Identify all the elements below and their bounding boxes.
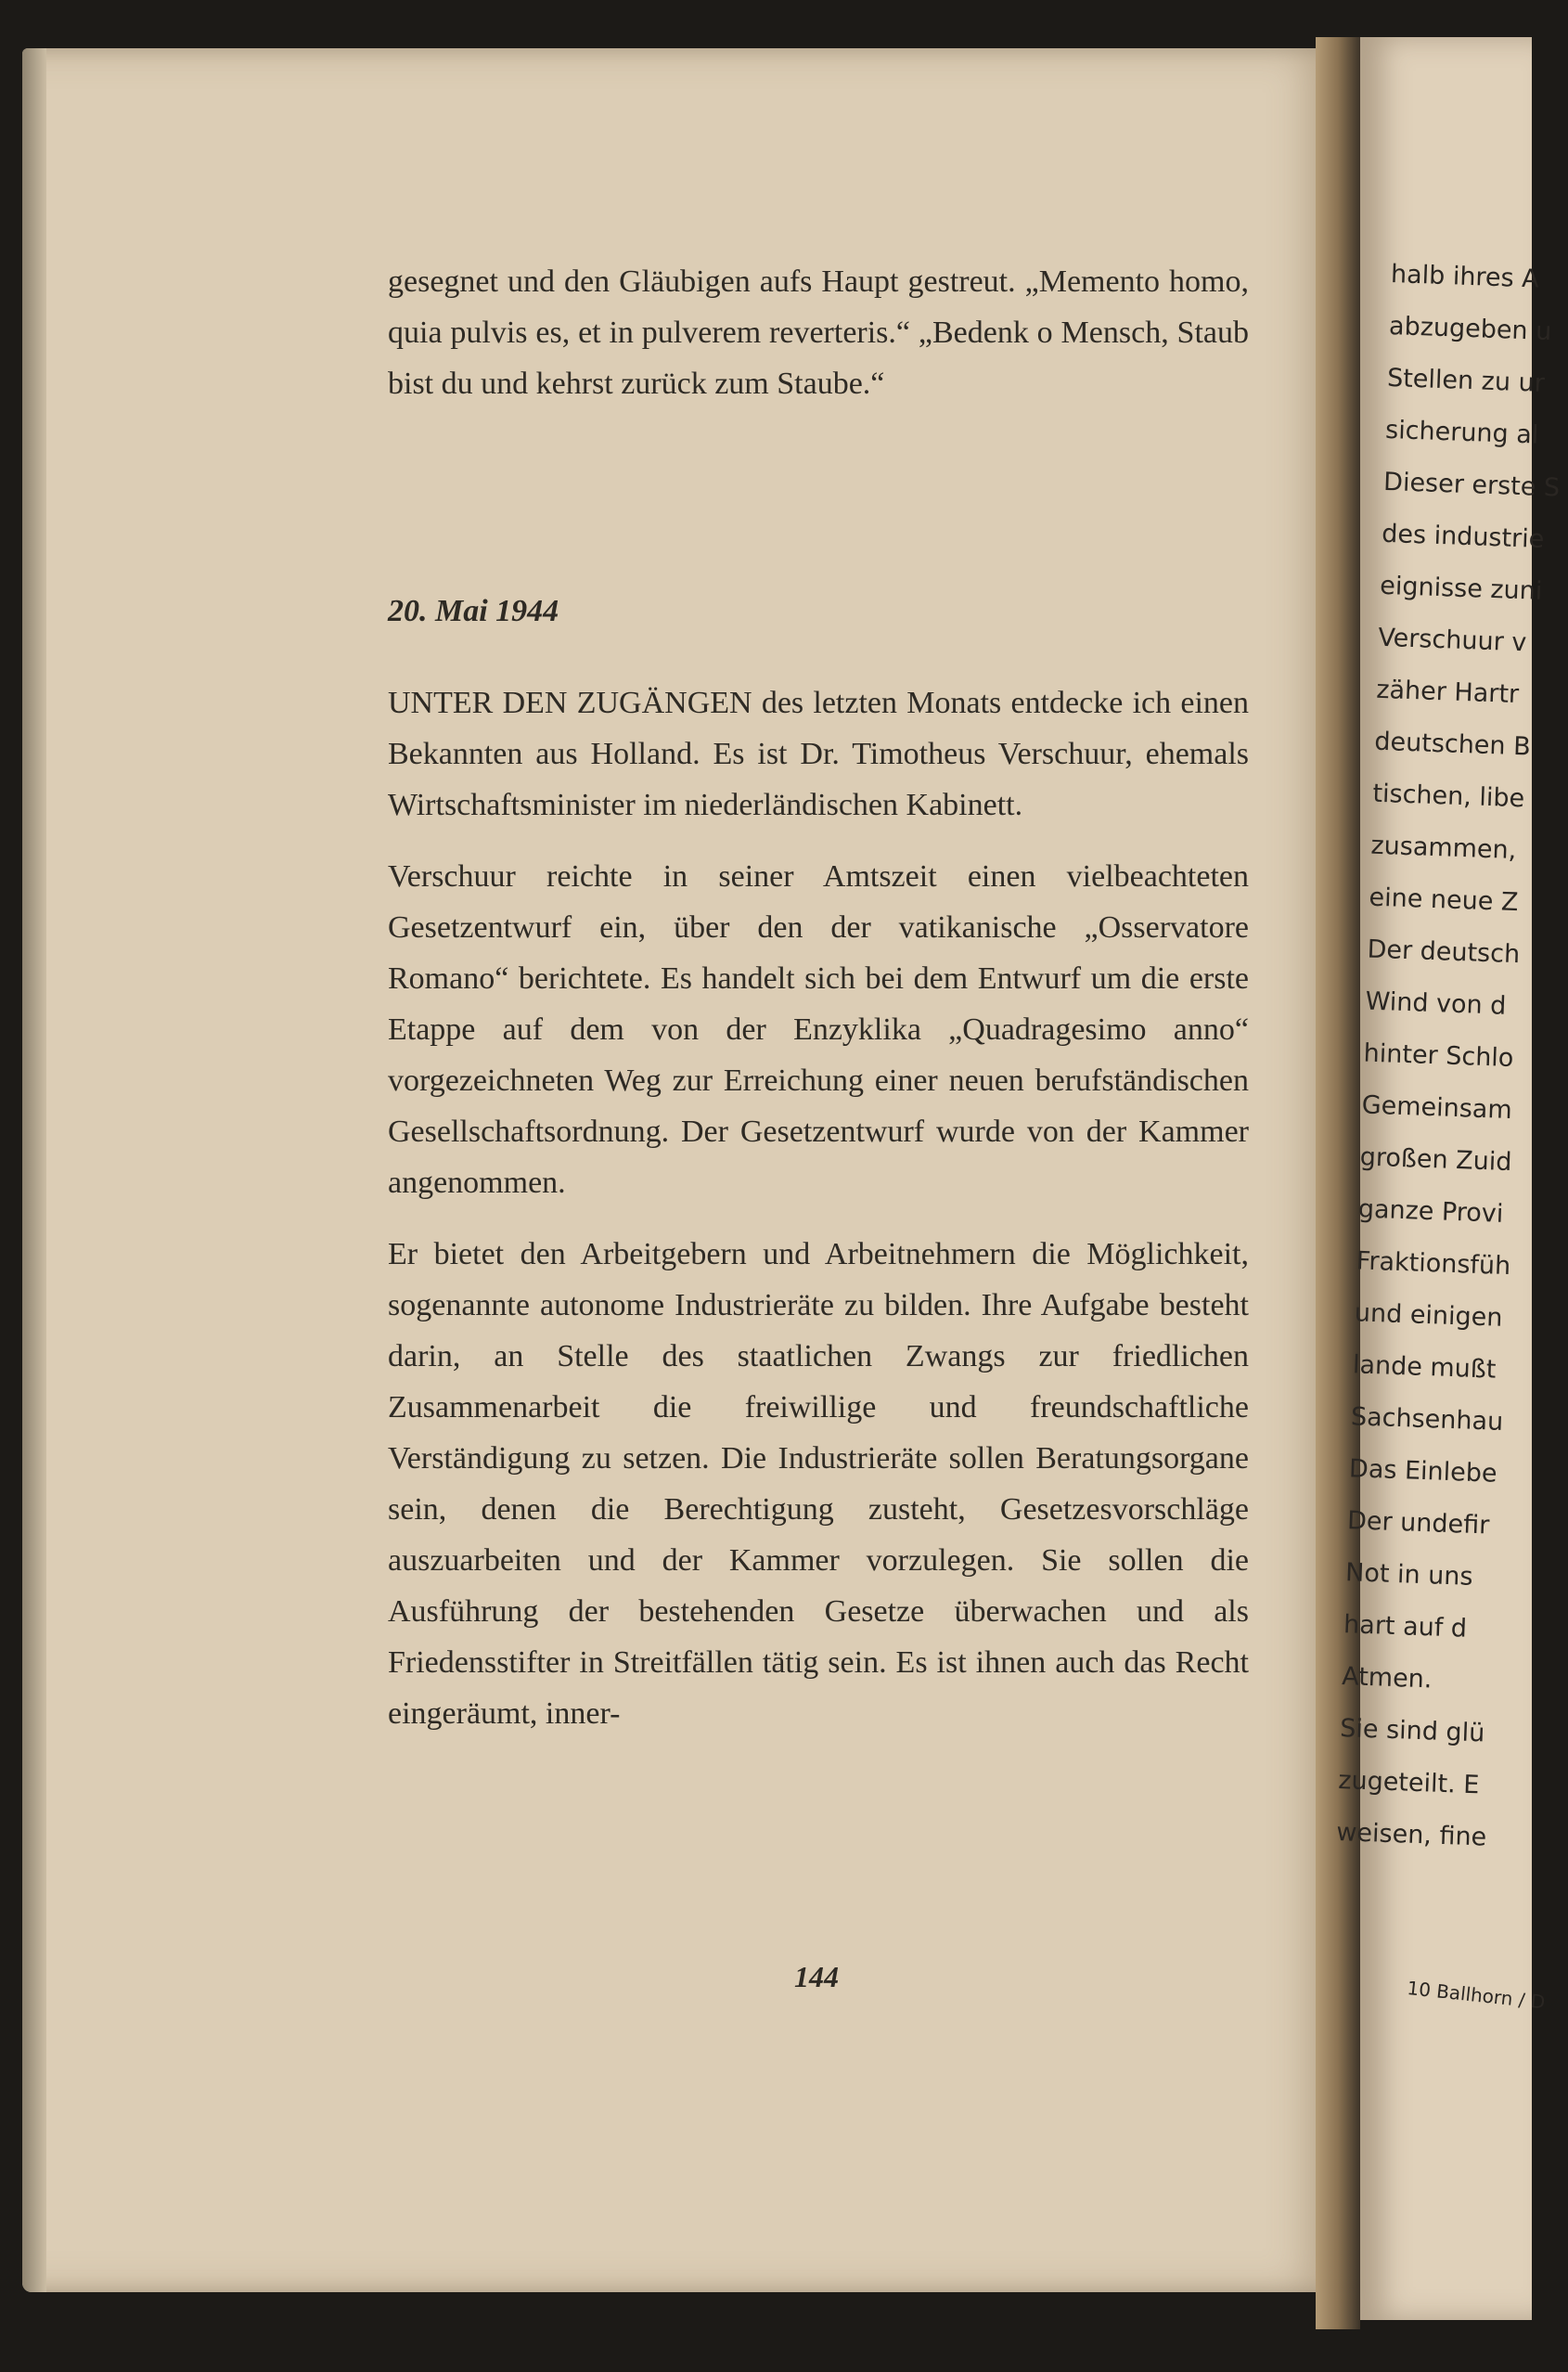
paragraph-industrieraete: Er bietet den Arbeitgebern und Arbeitnehmern die Möglichkeit, sogenannte autonome Industrieräte zu bilden. Ihre Aufgabe besteht darin, an Stelle des staatlichen Zwangs zur friedlichen Zusammenarbeit die freiwillige und freundschaftliche Verständigung zu setzen. Die Industrieräte sollen Beratungsorgane sein, denen die Berechtigung zusteht, Gesetzesvorschläge auszuarbeiten und der Kammer vorzulegen. Sie sollen die Ausführung der bestehenden Gesetze überwachen und als Friedensstifter in Streitfällen tätig sein. Es ist ihnen auch das Recht eingeräumt, inner- (388, 1237, 1249, 1731)
right-line: Gemeinsam (1361, 1090, 1513, 1126)
right-line: zäher Hartr (1375, 675, 1520, 710)
paragraph-zugaengen: UNTER DEN ZUGÄNGEN des letzten Monats entdecke ich einen Bekannten aus Holland. Es ist Dr. Timotheus Verschuur, ehemals Wirtschaftsminister im niederländischen Kabinett. (388, 686, 1249, 822)
right-line: Dieser erste S (1382, 467, 1561, 503)
right-line: weisen, fine (1335, 1817, 1487, 1852)
date-heading: 20. Mai 1944 (388, 594, 559, 628)
body-text (388, 677, 1249, 1760)
right-line: Not in uns (1344, 1558, 1474, 1592)
right-line: Verschuur v (1377, 623, 1527, 658)
right-line: Fraktionsfüh (1356, 1246, 1511, 1282)
right-line: halb ihres A (1390, 259, 1540, 294)
right-line: Sie sind glü (1339, 1714, 1485, 1748)
right-line: eignisse zuni (1379, 571, 1543, 606)
page-number: 144 (794, 1960, 839, 1993)
right-line: lande mußt (1352, 1350, 1497, 1385)
right-line: Der undefir (1346, 1506, 1490, 1541)
right-line: sicherung al (1384, 415, 1539, 450)
right-line: hinter Schlo (1363, 1038, 1514, 1074)
right-line: Sachsenhau (1350, 1402, 1504, 1437)
right-line: Das Einlebe (1348, 1454, 1498, 1489)
opening-text (388, 256, 1249, 409)
book-gutter (1316, 37, 1360, 2329)
right-line: tischen, libe (1371, 779, 1525, 814)
right-line: zugeteilt. E (1337, 1766, 1480, 1800)
right-line: Wind von d (1365, 986, 1507, 1021)
right-line: und einigen (1354, 1298, 1503, 1333)
right-line: Atmen. (1341, 1662, 1433, 1695)
right-page-footer: 10 Ballhorn / D (1406, 1977, 1547, 2014)
opening-paragraph: gesegnet und den Gläubigen aufs Haupt gestreut. „Memento homo, quia pulvis es, et in pulverem reverteris.“ „Bedenk o Mensch, Staub bist du und kehrst zurück zum Staube.“ (388, 264, 1249, 401)
right-line: ganze Provi (1357, 1194, 1504, 1229)
paragraph-gesetzentwurf: Verschuur reichte in seiner Amtszeit einen vielbeachteten Gesetzentwurf ein, über den der vatikanische „Osservatore Romano“ berichtete. Es handelt sich bei dem Entwurf um die erste Etappe auf dem von der Enzyklika „Quadragesimo anno“ vorgezeichneten Weg zur Erreichung einer neuen berufständischen Gesellschaftsordnung. Der Gesetzentwurf wurde von der Kammer angenommen. (388, 859, 1249, 1200)
right-line: Der deutsch (1367, 935, 1521, 970)
right-line: des industrie (1381, 519, 1545, 554)
right-line: Stellen zu ur (1386, 363, 1546, 398)
right-line: deutschen B (1373, 727, 1532, 762)
right-line: hart auf d (1343, 1610, 1468, 1644)
right-line: großen Zuid (1359, 1142, 1512, 1178)
right-line: zusammen, (1370, 831, 1517, 866)
right-line: eine neue Z (1369, 883, 1519, 918)
right-line: abzugeben u (1388, 311, 1552, 347)
